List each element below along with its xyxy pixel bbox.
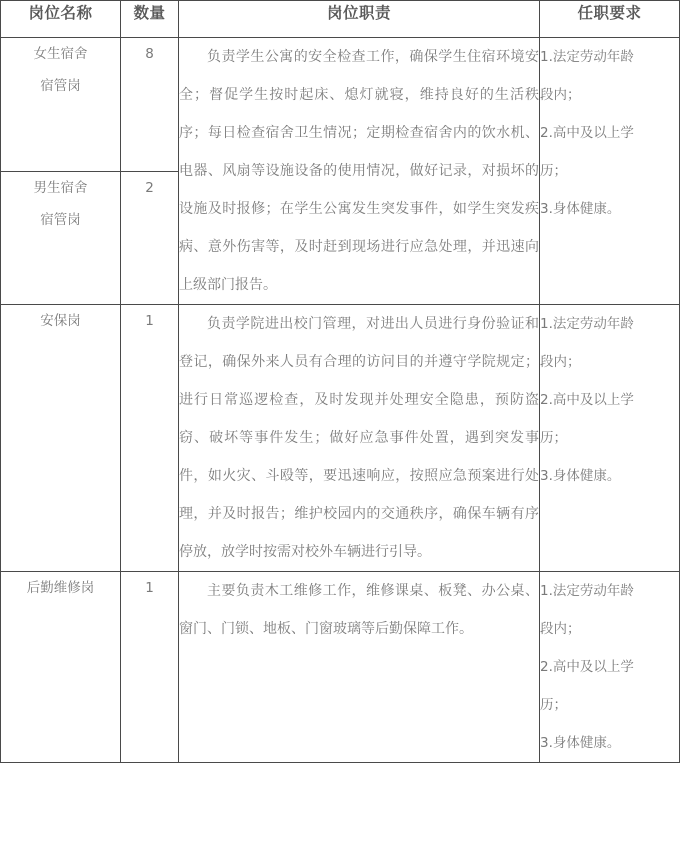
requirement-line-5: 3.身体健康。 bbox=[540, 201, 621, 217]
cell-position-duties: 负责学生公寓的安全检查工作，确保学生住宿环境安全；督促学生按时起床、熄灯就寝，维持良好的生活秩序；每日检查宿舍卫生情况；定期检查宿舍内的饮水机、电器、风扇等设施设备的使用情况，做好记录，对损坏的设施及时报修；在学生公寓发生突发事件，如学生突发疾病、意外伤害等，及时赶到现场进行应急处理，并迅速向上级部门报告。 bbox=[179, 38, 540, 305]
requirement-line-1: 1.法定劳动年龄 bbox=[540, 49, 634, 65]
position-name-line-2: 宿管岗 bbox=[40, 78, 81, 94]
position-name-line-1: 男生宿舍 bbox=[33, 179, 88, 196]
requirement-line-3: 2.高中及以上学 bbox=[540, 392, 634, 408]
cell-position-name bbox=[1, 171, 121, 305]
requirement-line-1: 1.法定劳动年龄 bbox=[540, 316, 634, 332]
column-header-requirements: 任职要求 bbox=[540, 1, 680, 38]
requirement-line-5: 3.身体健康。 bbox=[540, 468, 621, 484]
requirement-line-2: 段内； bbox=[540, 87, 581, 103]
requirement-line-1: 1.法定劳动年龄 bbox=[540, 583, 634, 599]
requirement-line-4: 历； bbox=[540, 430, 567, 446]
table-row bbox=[1, 38, 680, 172]
cell-position-requirements bbox=[540, 305, 680, 572]
position-name-line-2: 宿管岗 bbox=[40, 211, 81, 228]
cell-position-duties: 主要负责木工维修工作，维修课桌、板凳、办公桌、窗门、门锁、地板、门窗玻璃等后勤保障工作。 bbox=[179, 572, 540, 763]
cell-position-name bbox=[1, 572, 121, 763]
requirement-line-4: 历； bbox=[540, 163, 567, 179]
cell-position-count: 8 bbox=[121, 38, 179, 172]
column-header-duties: 岗位职责 bbox=[179, 1, 540, 38]
column-header-position-name: 岗位名称 bbox=[1, 1, 121, 38]
requirement-line-2: 段内； bbox=[540, 354, 581, 370]
cell-position-name bbox=[1, 38, 121, 172]
requirement-line-5: 3.身体健康。 bbox=[540, 735, 621, 751]
position-name-line-1: 后勤维修岗 bbox=[26, 580, 95, 596]
requirement-line-3: 2.高中及以上学 bbox=[540, 659, 634, 675]
cell-position-requirements bbox=[540, 572, 680, 763]
cell-position-requirements bbox=[540, 38, 680, 305]
position-name-line-1: 女生宿舍 bbox=[33, 46, 88, 62]
position-name-line-1: 安保岗 bbox=[40, 313, 81, 329]
cell-position-count: 1 bbox=[121, 305, 179, 572]
cell-position-count: 1 bbox=[121, 572, 179, 763]
table-row bbox=[1, 305, 680, 572]
column-header-count: 数量 bbox=[121, 1, 179, 38]
cell-position-duties: 负责学院进出校门管理，对进出人员进行身份验证和登记，确保外来人员有合理的访问目的并遵守学院规定；进行日常巡逻检查，及时发现并处理安全隐患，预防盗窃、破坏等事件发生；做好应急事件处置，遇到突发事件，如火灾、斗殴等，要迅速响应，按照应急预案进行处理，并及时报告；维护校园内的交通秩序，确保车辆有序停放，放学时按需对校外车辆进行引导。 bbox=[179, 305, 540, 572]
table-header-row bbox=[1, 1, 680, 38]
requirement-line-2: 段内； bbox=[540, 621, 581, 637]
cell-position-count: 2 bbox=[121, 171, 179, 305]
requirement-line-3: 2.高中及以上学 bbox=[540, 125, 634, 141]
cell-position-name bbox=[1, 305, 121, 572]
table-row bbox=[1, 572, 680, 763]
requirement-line-4: 历； bbox=[540, 697, 567, 713]
